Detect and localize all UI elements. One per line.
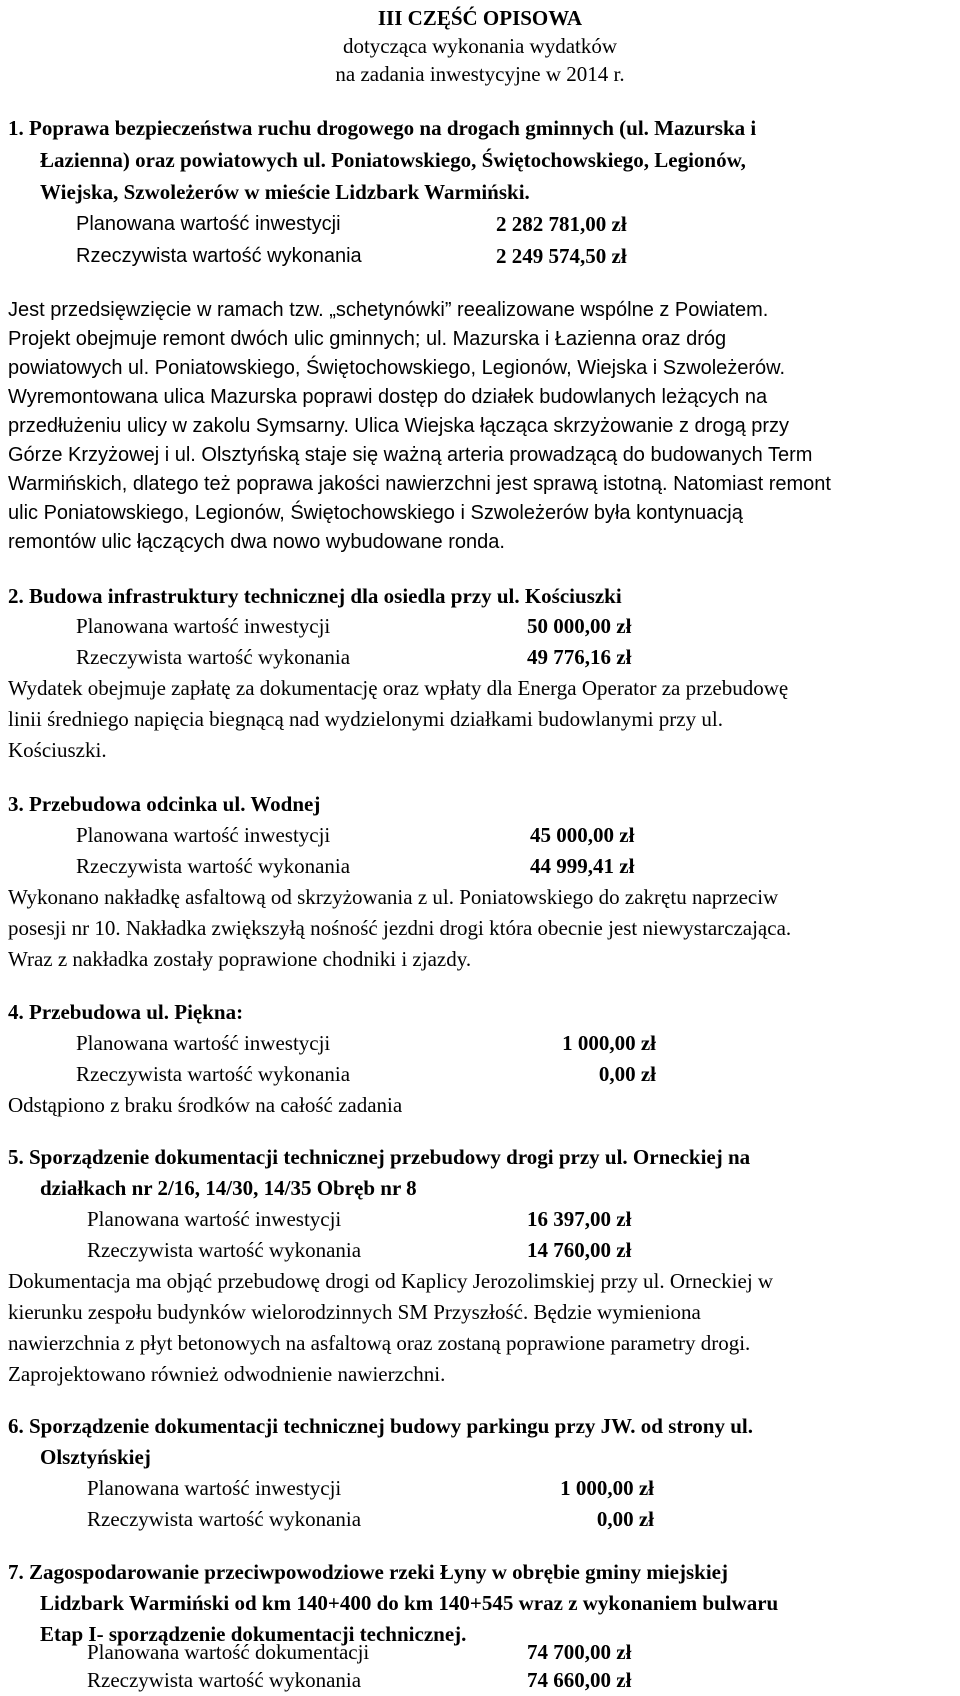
section-1-paragraph-line3: powiatowych ul. Poniatowskiego, Świętochowskiego, Legionów, Wiejska i Szwoleżerów. (8, 357, 786, 379)
section-3-paragraph-line1: Wykonano nakładkę asfaltową od skrzyżowania z ul. Poniatowskiego do zakrętu naprzeciw (8, 885, 779, 909)
section-4-planned-label: Planowana wartość inwestycji (76, 1031, 331, 1055)
section-5-paragraph-line2: kierunku zespołu budynków wielorodzinnych SM Przyszłość. Będzie wymieniona (8, 1300, 701, 1324)
section-2-heading: 2. Budowa infrastruktury technicznej dla osiedla przy ul. Kościuszki (8, 584, 622, 608)
section-3-actual-value: 44 999,41 zł (530, 854, 635, 878)
section-4-actual-value: 0,00 zł (598, 1062, 656, 1086)
section-7-heading-line1: 7. Zagospodarowanie przeciwpowodziowe rzeki Łyny w obrębie gminy miejskiej (8, 1560, 728, 1584)
section-6-planned-label: Planowana wartość inwestycji (87, 1476, 342, 1500)
section-4-paragraph: Odstąpiono z braku środków na całość zadania (8, 1093, 403, 1117)
section-6-actual-label: Rzeczywista wartość wykonania (87, 1507, 362, 1531)
section-1-paragraph-line6: Górze Krzyżowej i ul. Olsztyńską staje się ważną arteria prowadzącą do budowanych Term (8, 444, 813, 466)
document-subtitle-line1: dotycząca wykonania wydatków (342, 34, 618, 58)
section-1-planned-value: 2 282 781,00 zł (496, 212, 627, 236)
document-subtitle-line2: na zadania inwestycyjne w 2014 r. (335, 62, 625, 86)
section-1-paragraph-line4: Wyremontowana ulica Mazurska poprawi dostęp do działek budowlanych leżących na (8, 386, 768, 408)
section-2-paragraph-line2: linii średniego napięcia biegnącą nad wydzielonymi działkami budowlanymi przy ul. (8, 707, 723, 731)
section-4-heading: 4. Przebudowa ul. Piękna: (8, 1000, 244, 1024)
section-7-actual-value: 74 660,00 zł (527, 1668, 632, 1692)
section-5-actual-value: 14 760,00 zł (527, 1238, 632, 1262)
section-1-actual-value: 2 249 574,50 zł (496, 244, 627, 268)
section-3-planned-label: Planowana wartość inwestycji (76, 823, 331, 847)
section-4-actual-label: Rzeczywista wartość wykonania (76, 1062, 351, 1086)
section-1-actual-label: Rzeczywista wartość wykonania (76, 245, 362, 267)
section-3-paragraph-line3: Wraz z nakładka zostały poprawione chodniki i zjazdy. (8, 947, 472, 971)
section-1-planned-label: Planowana wartość inwestycji (76, 213, 341, 235)
section-7-planned-label: Planowana wartość dokumentacji (87, 1640, 370, 1664)
section-1-paragraph-line9: remontów ulic łączących dwa nowo wybudowane ronda. (8, 531, 505, 553)
section-2-planned-value: 50 000,00 zł (527, 614, 632, 638)
section-7-actual-label: Rzeczywista wartość wykonania (87, 1668, 362, 1692)
section-4-planned-value: 1 000,00 zł (562, 1031, 656, 1055)
section-1-paragraph-line7: Warmińskich, dlatego też poprawa jakości nawierzchni jest sprawą istotną. Natomiast remont (8, 473, 831, 495)
section-1-paragraph-line5: przedłużeniu ulicy w zakolu Symsarny. Ulica Wiejska łącząca skrzyżowanie z drogą przy (8, 415, 790, 437)
section-3-heading: 3. Przebudowa odcinka ul. Wodnej (8, 792, 321, 816)
section-1-paragraph-line8: ulic Poniatowskiego, Legionów, Świętochowskiego i Szwoleżerów była kontynuacją (8, 502, 743, 524)
section-6-heading-line2: Olsztyńskiej (40, 1445, 151, 1469)
section-7-planned-value: 74 700,00 zł (527, 1640, 632, 1664)
section-2-paragraph-line3: Kościuszki. (8, 738, 107, 762)
section-5-planned-value: 16 397,00 zł (527, 1207, 632, 1231)
section-1-paragraph-line1: Jest przedsięwzięcie w ramach tzw. „schetynówki” reealizowane wspólne z Powiatem. (8, 299, 769, 321)
section-2-paragraph-line1: Wydatek obejmuje zapłatę za dokumentację oraz wpłaty dla Energa Operator za przebudowę (8, 676, 789, 700)
section-3-paragraph-line2: posesji nr 10. Nakładka zwiększyłą nośność jezdni drogi która obecnie jest niewystarczająca. (8, 916, 792, 940)
section-2-planned-label: Planowana wartość inwestycji (76, 614, 331, 638)
section-2-actual-label: Rzeczywista wartość wykonania (76, 645, 351, 669)
section-3-planned-value: 45 000,00 zł (530, 823, 635, 847)
section-5-paragraph-line3: nawierzchnia z płyt betonowych na asfaltową oraz zostaną poprawione parametry drogi. (8, 1331, 751, 1355)
section-6-planned-value: 1 000,00 zł (560, 1476, 654, 1500)
section-1-heading-line3: Wiejska, Szwoleżerów w mieście Lidzbark Warmiński. (40, 180, 530, 204)
section-5-actual-label: Rzeczywista wartość wykonania (87, 1238, 362, 1262)
section-6-heading-line1: 6. Sporządzenie dokumentacji technicznej budowy parkingu przy JW. od strony ul. (8, 1414, 753, 1438)
section-3-actual-label: Rzeczywista wartość wykonania (76, 854, 351, 878)
section-7-heading-line2: Lidzbark Warmiński od km 140+400 do km 140+545 wraz z wykonaniem bulwaru (40, 1591, 779, 1615)
document-title: III CZĘŚĆ OPISOWA (377, 6, 583, 30)
section-5-paragraph-line4: Zaprojektowano również odwodnienie nawierzchni. (8, 1362, 446, 1386)
section-5-paragraph-line1: Dokumentacja ma objąć przebudowę drogi od Kaplicy Jerozolimskiej przy ul. Orneckiej w (8, 1269, 774, 1293)
section-7-heading-line3: Etap I- sporządzenie dokumentacji technicznej. (40, 1622, 467, 1646)
section-2-actual-value: 49 776,16 zł (527, 645, 632, 669)
section-6-actual-value: 0,00 zł (596, 1507, 654, 1531)
section-1-heading-line1: 1. Poprawa bezpieczeństwa ruchu drogowego na drogach gminnych (ul. Mazurska i (8, 116, 757, 140)
section-5-heading-line1: 5. Sporządzenie dokumentacji technicznej przebudowy drogi przy ul. Orneckiej na (8, 1145, 751, 1169)
section-1-heading-line2: Łazienna) oraz powiatowych ul. Poniatowskiego, Świętochowskiego, Legionów, (40, 148, 746, 172)
section-1-paragraph-line2: Projekt obejmuje remont dwóch ulic gminnych; ul. Mazurska i Łazienna oraz dróg (8, 328, 727, 350)
section-5-heading-line2: działkach nr 2/16, 14/30, 14/35 Obręb nr 8 (40, 1176, 417, 1200)
section-5-planned-label: Planowana wartość inwestycji (87, 1207, 342, 1231)
